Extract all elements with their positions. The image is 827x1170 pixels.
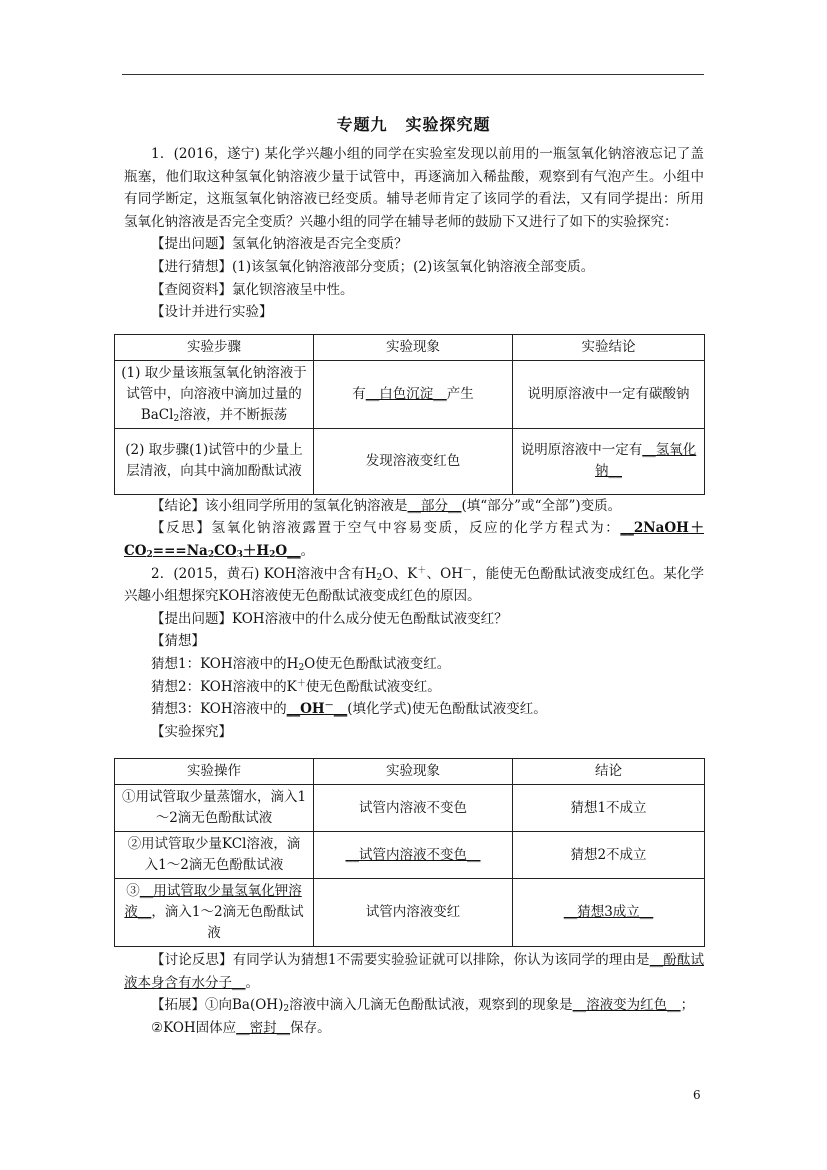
table-cell (314, 832, 513, 879)
table-cell: 试管内溶液变红 (314, 879, 513, 947)
q2-guess-label: 【猜想】 (151, 633, 205, 650)
table-cell: ③__用试管取少量氢氧化钾溶液__，滴入1～2滴无色酚酞试液 (115, 879, 314, 947)
table-cell: 说明原溶液中一定有__氢氧化钠__ (513, 428, 705, 494)
table-row (115, 832, 705, 879)
q2-extension-1: 【拓展】①向$Ba(OH)_2$溶液中滴入几滴无色酚酞试液，观察到的现象是__溶液变为红色__； (151, 997, 695, 1015)
q1-hypothesis: 【进行猜想】(1)该氢氧化钠溶液部分变质；(2)该氢氧化钠溶液全部变质。 (151, 258, 595, 275)
q2-extension-2: ②KOH固体应__密封__保存。 (151, 1020, 331, 1037)
table-cell: (1) 取少量该瓶氢氧化钠溶液于试管中，向溶液中滴加过量的BaCl$_2$溶液，并不断振荡 (115, 360, 314, 428)
q2-question: 【提出问题】KOH溶液中的什么成分使无色酚酞试液变红？ (151, 610, 508, 627)
q2-intro: 2．(2015，黄石) KOH溶液中含有$H_2O$、K＋、OH－，能使无色酚酞试液变成红色。某化学兴趣小组想探究KOH溶液使无色酚酞试液变成红色的原因。 (124, 565, 705, 605)
q1-info: 【查阅资料】氯化钡溶液呈中性。 (151, 281, 354, 298)
q1-conclusion: 【结论】该小组同学所用的氢氧化钠溶液是__部分__(填“部分”或“全部”)变质。 (151, 497, 622, 514)
q1-experiment-table (114, 334, 705, 495)
table-row (115, 879, 705, 947)
table-row (115, 428, 705, 494)
q1-reflection: 【反思】氢氧化钠溶液露置于空气中容易变质，反应的化学方程式为：$\_\_2NaOH+CO_2===Na_2CO_3+H_2O\_\_$。 (124, 520, 704, 560)
answer-blank: __猜想3成立__ (563, 904, 654, 921)
table-header: 实验结论 (513, 334, 705, 360)
answer-blank: __部分__ (407, 497, 462, 514)
q2-guess-3: 猜想3：KOH溶液中的__OH－__(填化学式)使无色酚酞试液变红。 (151, 701, 547, 718)
document-body (121, 143, 705, 1040)
answer-blank: __酚酞试液本身含有水分子__ (124, 952, 705, 991)
answer-blank: __密封__ (236, 1020, 291, 1037)
table-header-row (115, 334, 705, 360)
answer-blank: __白色沉淀__ (365, 385, 447, 402)
answer-blank: __氢氧化钠__ (595, 442, 697, 480)
answer-blank: __溶液变为红色__ (572, 997, 681, 1014)
page-title (0, 112, 827, 135)
table-header: 结论 (513, 759, 705, 785)
table-cell: 有__白色沉淀__产生 (314, 360, 513, 428)
table-cell: 试管内溶液不变色 (314, 785, 513, 832)
table-cell: ②用试管取少量KCl溶液，滴入1～2滴无色酚酞试液 (115, 832, 314, 879)
table-cell: (2) 取步骤(1)试管中的少量上层清液，向其中滴加酚酞试液 (115, 428, 314, 494)
table-cell: 说明原溶液中一定有碳酸钠 (513, 360, 705, 428)
q1-intro: 1．(2016，遂宁) 某化学兴趣小组的同学在实验室发现以前用的一瓶氢氧化钠溶液忘记了盖瓶塞，他们取这种氢氧化钠溶液少量于试管中，再逐滴加入稀盐酸，观察到有气泡产生。小组中有同学断定，这瓶氢氧化钠溶液已经变质。辅导老师肯定了该同学的看法，又有同学提出：所用氢氧化钠溶液是否完全变质？兴趣小组的同学在辅导老师的鼓励下又进行了如下的实验探究： (124, 146, 704, 230)
answer-equation: $\_\_2NaOH+CO_2===Na_2CO_3+H_2O\_\_$ (124, 520, 704, 560)
q1-design: 【设计并进行实验】 (151, 304, 273, 321)
q2-guess-1: 猜想1：KOH溶液中的$H_2O$使无色酚酞试液变红。 (151, 655, 451, 673)
answer-blank: __OH－__ (286, 701, 348, 718)
q2-experiment-table (114, 758, 705, 947)
answer-blank: __用试管取少量氢氧化钾溶液__ (124, 883, 302, 921)
table-cell: 猜想1不成立 (513, 785, 705, 832)
table-header: 实验现象 (314, 334, 513, 360)
table-cell: ①用试管取少量蒸馏水，滴入1～2滴无色酚酞试液 (115, 785, 314, 832)
q2-discussion: 【讨论反思】有同学认为猜想1不需要实验验证就可以排除，你认为该同学的理由是__酚酞试液本身含有水分子__。 (124, 952, 705, 991)
q1-question: 【提出问题】氢氧化钠溶液是否完全变质？ (151, 236, 408, 253)
page-number: 6 (693, 1088, 701, 1102)
table-header: 实验步骤 (115, 334, 314, 360)
table-cell (513, 879, 705, 947)
table-header-row (115, 759, 705, 785)
table-cell: 猜想2不成立 (513, 832, 705, 879)
header-rule (122, 74, 704, 75)
table-row (115, 785, 705, 832)
table-header: 实验操作 (115, 759, 314, 785)
q2-guess-2: 猜想2：KOH溶液中的K＋使无色酚酞试液变红。 (151, 678, 441, 695)
table-header: 实验现象 (314, 759, 513, 785)
title-topic: 专题九 (336, 115, 388, 134)
table-cell: 发现溶液变红色 (314, 428, 513, 494)
title-subject: 实验探究题 (405, 115, 491, 134)
answer-blank: __试管内溶液不变色__ (345, 846, 481, 863)
q2-explore: 【实验探究】 (151, 723, 232, 740)
table-row (115, 360, 705, 428)
